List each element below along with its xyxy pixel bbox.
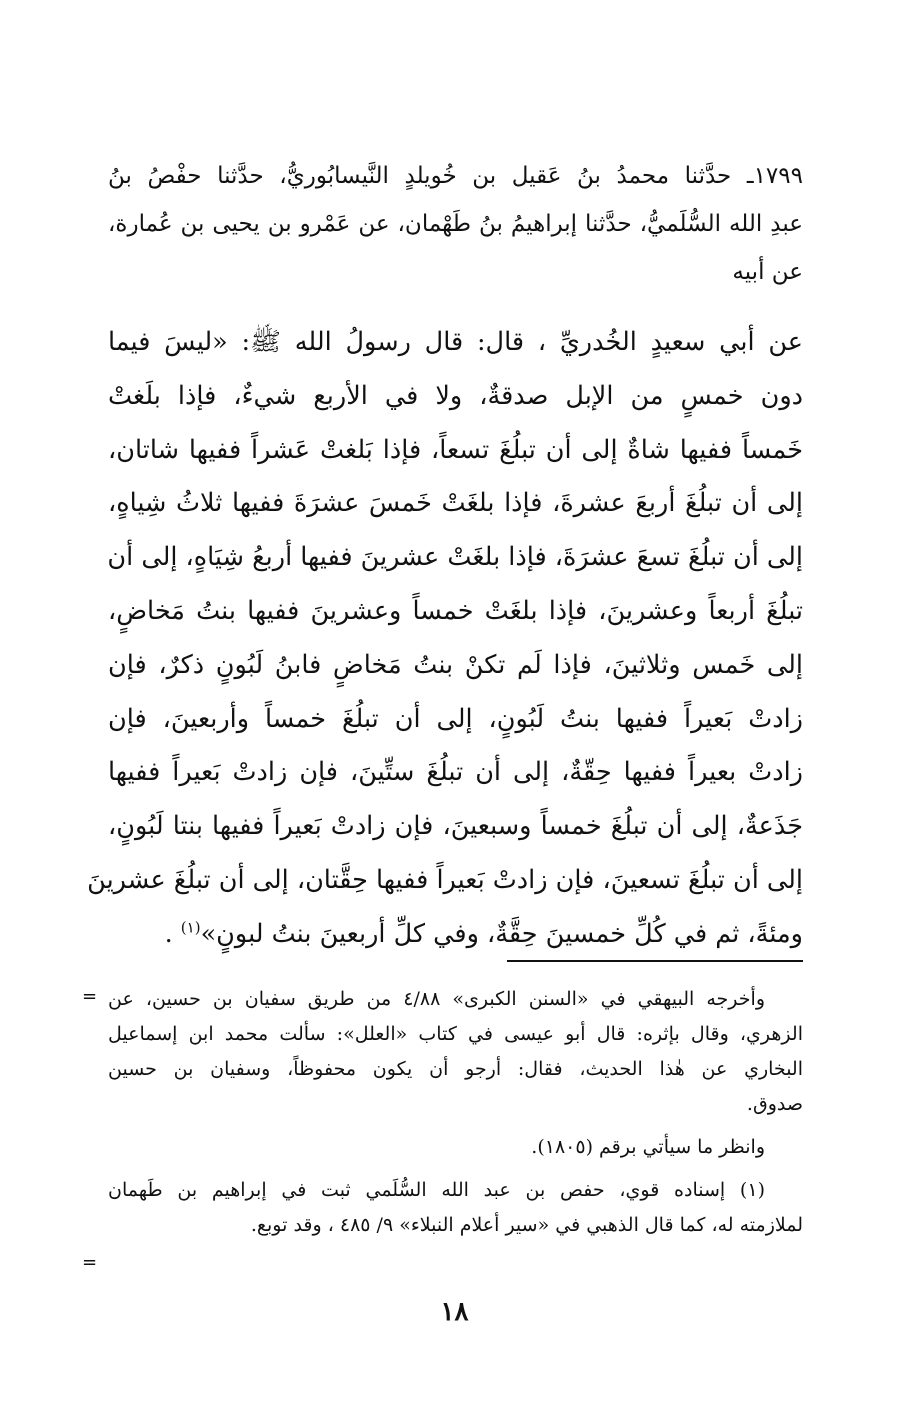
footnote-line: البخاري عن هٰذا الحديث، فقال: أرجو أن يكون محفوظاً، وسفيان بن حسين bbox=[108, 1058, 803, 1080]
closing-period: . bbox=[164, 918, 181, 949]
hadith-isnad bbox=[108, 152, 803, 296]
matn-line: جَذَعةٌ، إلى أن تبلُغَ خمساً وسبعينَ، فإن زادتْ بَعيراً ففيها بنتا لَبُونٍ، bbox=[108, 811, 803, 842]
matn-line: تبلُغَ أربعاً وعشرينَ، فإذا بلغَتْ خمساً وعشرينَ ففيها بنتُ مَخاضٍ، bbox=[108, 595, 803, 626]
matn-line: زادتْ بَعيراً ففيها بنتُ لَبُونٍ، إلى أن تبلُغَ خمساً وأربعينَ، فإن bbox=[108, 703, 803, 734]
matn-line: إلى أن تبلُغَ تسعَ عشرَةَ، فإذا بلغَتْ عشرينَ ففيها أربعُ شِيَاهٍ، إلى أن bbox=[107, 542, 803, 573]
continued-from-previous-marker: = bbox=[82, 986, 98, 1007]
footnote-1-line: لملازمته له، كما قال الذهبي في «سير أعلام النبلاء» ٩/ ٤٨٥ ، وقد توبع. bbox=[250, 1214, 803, 1236]
isnad-line: عن أبيه bbox=[732, 259, 803, 285]
matn-line: دون خمسٍ من الإبل صدقةٌ، ولا في الأربع شيءٌ، فإذا بلَغتْ bbox=[108, 380, 803, 411]
footnote-reference[interactable]: (١) bbox=[180, 918, 201, 937]
matn-line: إلى خَمس وثلاثينَ، فإذا لَم تكنْ بنتُ مَخاضٍ فابنُ لَبُونٍ ذكرٌ، فإن bbox=[108, 649, 803, 680]
matn-final-line bbox=[108, 908, 803, 962]
footnote-separator bbox=[507, 960, 803, 962]
matn-line-text: ومئةً، ثم في كُلِّ خمسينَ حِقَّةٌ، وفي كلِّ أربعينَ بنتُ لبونٍ» bbox=[200, 918, 803, 949]
footnotes bbox=[108, 982, 803, 1243]
matn-line: عن أبي سعيدٍ الخُدريِّ ، قال: قال رسولُ الله ﷺ: «ليسَ فيما bbox=[108, 327, 803, 357]
page-number: ١٨ bbox=[440, 1297, 469, 1327]
isnad-line: ١٧٩٩ـ حدَّثنا محمدُ بنُ عَقيل بن خُويلدٍ النَّيسابُوريُّ، حدَّثنا حفْصُ بنُ bbox=[108, 163, 803, 189]
footnote-line: صدوق. bbox=[746, 1093, 803, 1115]
footnote-see-also: وانظر ما سيأتي برقم (١٨٠٥). bbox=[531, 1136, 765, 1158]
footnote-1-line: (١) إسناده قوي، حفص بن عبد الله السُّلَمي ثبت في إبراهيم بن طَهمان bbox=[108, 1179, 765, 1201]
hadith-matn bbox=[87, 316, 803, 962]
matn-line: إلى أن تبلُغَ أربعَ عشرةَ، فإذا بلغَتْ خَمسَ عشرَةَ ففيها ثلاثُ شِياهٍ، bbox=[108, 488, 803, 519]
matn-line: خَمساً ففيها شاةٌ إلى أن تبلُغَ تسعاً، فإذا بَلغتْ عَشراً ففيها شاتان، bbox=[108, 434, 803, 465]
matn-line: زادتْ بعيراً ففيها حِقّةٌ، إلى أن تبلُغَ ستِّينَ، فإن زادتْ بَعيراً ففيها bbox=[108, 757, 803, 788]
continues-next-page-marker: = bbox=[82, 1252, 98, 1273]
footnote-line: الزهري، وقال بإثره: قال أبو عيسى في كتاب «العلل»: سألت محمد ابن إسماعيل bbox=[108, 1023, 803, 1045]
footnote-line: وأخرجه البيهقي في «السنن الكبرى» ٤/٨٨ من طريق سفيان بن حسين، عن bbox=[108, 988, 765, 1010]
matn-line: إلى أن تبلُغَ تسعينَ، فإن زادتْ بَعيراً ففيها حِقَّتان، إلى أن تبلُغَ عشرينَ bbox=[87, 864, 803, 895]
isnad-line: عبدِ الله السُّلَميُّ، حدَّثنا إبراهيمُ بنُ طَهْمان، عن عَمْرو بن يحيى بن عُمارة، bbox=[108, 211, 803, 237]
